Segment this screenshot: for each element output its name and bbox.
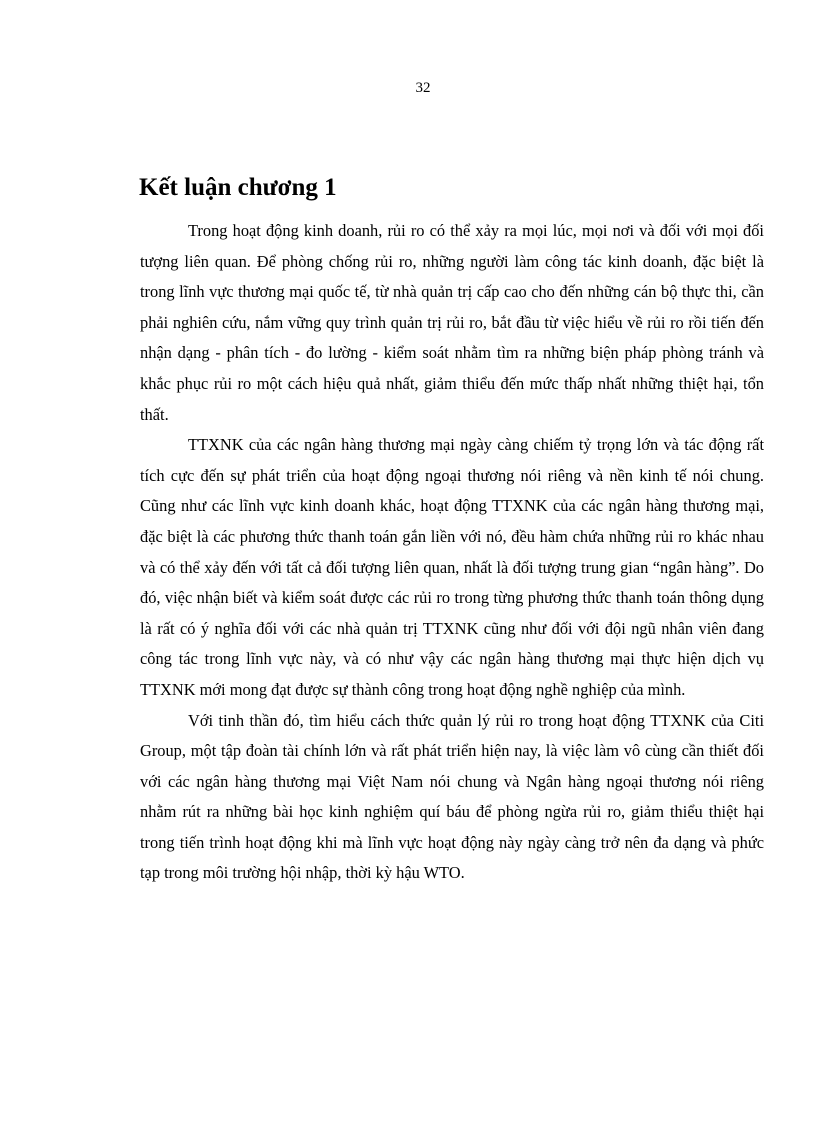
chapter-conclusion-heading: Kết luận chương 1 xyxy=(139,174,337,201)
page-number: 32 xyxy=(415,80,431,96)
paragraph-risk-in-business: Trong hoạt động kinh doanh, rủi ro có thể xảy ra mọi lúc, mọi nơi và đối với mọi đối tượng liên quan. Để phòng chống rủi ro, những người làm công tác kinh doanh, đặc biệt là trong lĩnh vực thương mại quốc tế, từ nhà quản trị cấp cao cho đến những cán bộ thực thi, cần phải nghiên cứu, nắm vững quy trình quản trị rủi ro, bắt đầu từ việc hiểu về rủi ro rồi tiến đến nhận dạng - phân tích - đo lường - kiểm soát nhằm tìm ra những biện pháp phòng tránh và khắc phục rủi ro một cách hiệu quả nhất, giảm thiểu đến mức thấp nhất những thiệt hại, tổn thất. xyxy=(140,221,764,424)
paragraph-import-export-payment: TTXNK của các ngân hàng thương mại ngày càng chiếm tỷ trọng lớn và tác động rất tích cực đến sự phát triển của hoạt động ngoại thương nói riêng và nền kinh tế nói chung. Cũng như các lĩnh vực kinh doanh khác, hoạt động TTXNK của các ngân hàng thương mại, đặc biệt là các phương thức thanh toán gắn liền với nó, đều hàm chứa những rủi ro khác nhau và có thể xảy đến với tất cả đối tượng liên quan, nhất là đối tượng trung gian “ngân hàng”. Do đó, việc nhận biết và kiểm soát được các rủi ro trong từng phương thức thanh toán thông dụng là rất có ý nghĩa đối với các nhà quản trị TTXNK cũng như đối với đội ngũ nhân viên đang công tác trong lĩnh vực này, và có như vậy các ngân hàng thương mại thực hiện dịch vụ TTXNK mới mong đạt được sự thành công trong hoạt động nghề nghiệp của mình. xyxy=(140,435,764,699)
paragraph-citi-group-lessons: Với tinh thần đó, tìm hiểu cách thức quản lý rủi ro trong hoạt động TTXNK của Citi Group, một tập đoàn tài chính lớn và rất phát triển hiện nay, là việc làm vô cùng cần thiết đối với các ngân hàng thương mại Việt Nam nói chung và Ngân hàng ngoại thương nói riêng nhằm rút ra những bài học kinh nghiệm quí báu để phòng ngừa rủi ro, giảm thiểu thiệt hại trong tiến trình hoạt động khi mà lĩnh vực hoạt động này ngày càng trở nên đa dạng và phức tạp trong môi trường hội nhập, thời kỳ hậu WTO. xyxy=(140,710,764,883)
body-text xyxy=(140,216,764,889)
